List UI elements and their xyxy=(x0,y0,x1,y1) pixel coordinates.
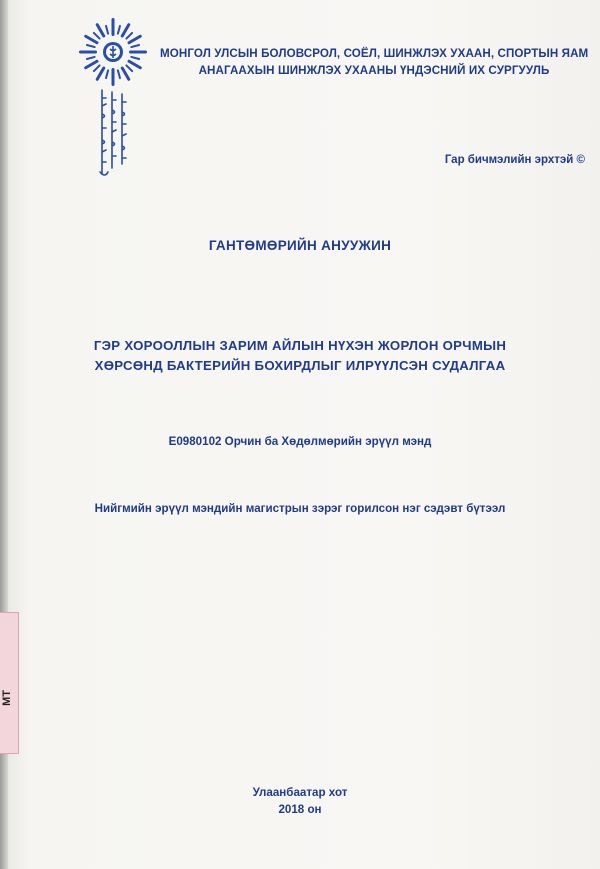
university-name: АНАГААХЫН ШИНЖЛЭХ УХААНЫ ҮНДЭСНИЙ ИХ СУРГУУЛЬ xyxy=(198,64,550,77)
thesis-title-line-2: ХӨРСӨНД БАКТЕРИЙН БОХИРДЛЫГ ИЛРҮҮЛСЭН СУДАЛГАА xyxy=(94,358,506,373)
degree-statement: Нийгмийн эрүүл мэндийн магистрын зэрэг горилсон нэг сэдэвт бүтээл xyxy=(94,502,506,515)
institution-header xyxy=(160,45,588,79)
place-and-year xyxy=(0,784,600,818)
library-sticker xyxy=(0,612,19,754)
mongolian-script-logo xyxy=(96,88,132,180)
ministry-name: МОНГОЛ УЛСЫН БОЛОВСРОЛ, СОЁЛ, ШИНЖЛЭХ УХААН, СПОРТЫН ЯАМ xyxy=(160,47,589,60)
thesis-title xyxy=(0,336,600,376)
copyright-notice: Гар бичмэлийн эрхтэй © xyxy=(444,154,585,166)
author-name: ГАНТӨМӨРИЙН АНУУЖИН xyxy=(208,238,392,253)
year: 2018 он xyxy=(278,803,322,816)
library-sticker-text: МТ xyxy=(1,690,13,706)
university-emblem-icon xyxy=(77,16,149,88)
thesis-title-line-1: ГЭР ХОРООЛЛЫН ЗАРИМ АЙЛЫН НҮХЭН ЖОРЛОН ОРЧМЫН xyxy=(93,338,507,353)
city: Улаанбаатар хот xyxy=(252,786,348,799)
specialty-code: E0980102 Орчин ба Хөдөлмөрийн эрүүл мэнд xyxy=(168,435,432,448)
